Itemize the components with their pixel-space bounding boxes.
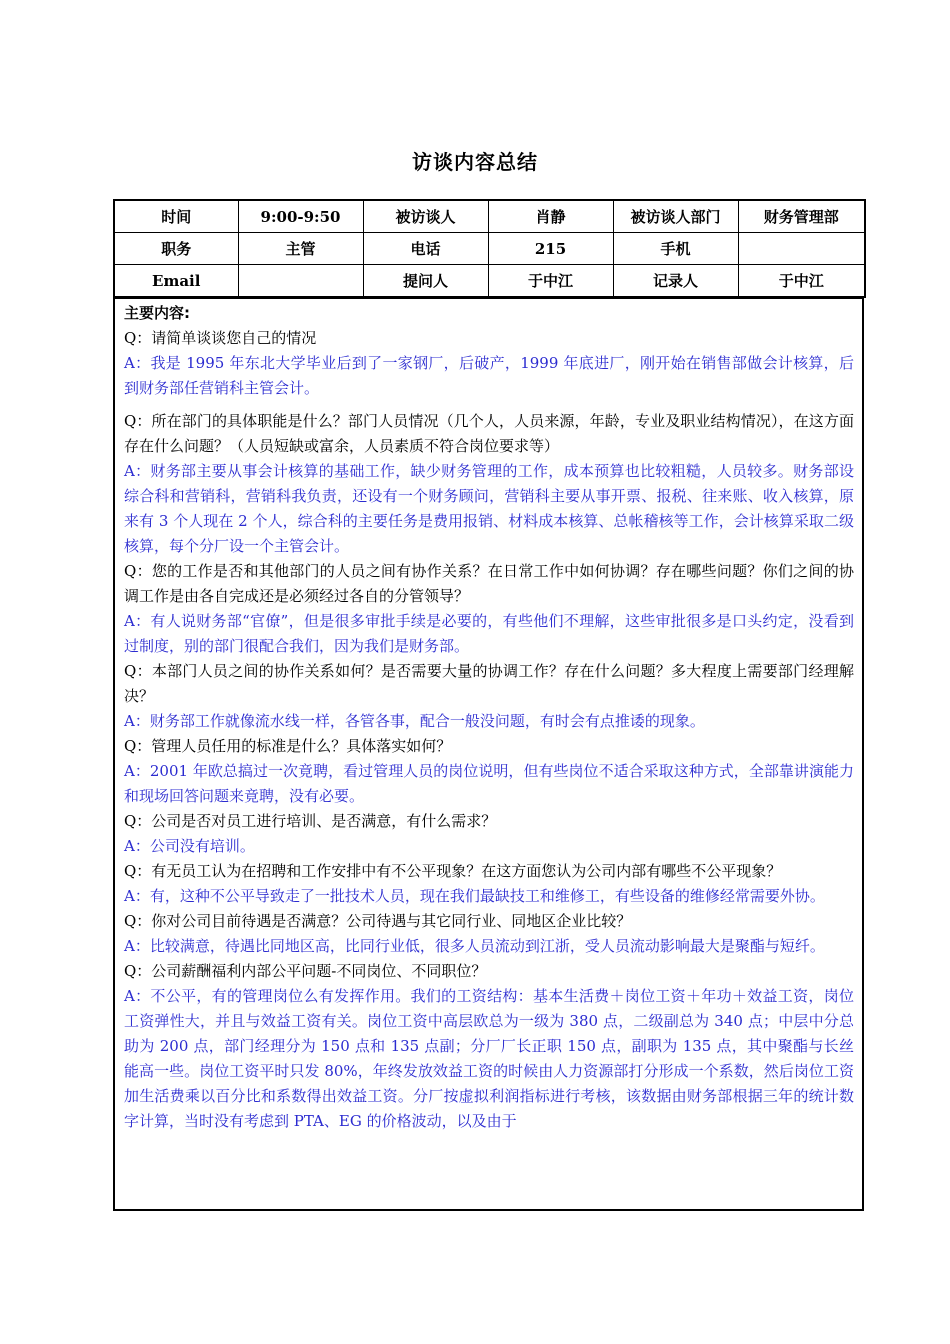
label-position: 职务 [114,233,238,265]
label-questioner: 提问人 [363,265,488,298]
question: Q：你对公司目前待遇是否满意？公司待遇与其它同行业、同地区企业比较？ [124,912,632,930]
value-recorder: 于中江 [738,265,865,298]
label-interviewee: 被访谈人 [363,200,488,233]
question: Q：所在部门的具体职能是什么？部门人员情况（几个人，人员来源，年龄，专业及职业结构情况），在这方面存在什么问题？（人员短缺或富余，人员素质不符合岗位要求等） [124,412,854,455]
label-time: 时间 [114,200,238,233]
question: Q：本部门人员之间的协作关系如何？是否需要大量的协调工作？存在什么问题？多大程度上需要部门经理解决？ [124,662,854,705]
question: Q：公司是否对员工进行培训、是否满意，有什么需求？ [124,812,497,830]
label-email: Email [114,265,238,298]
question: Q：公司薪酬福利内部公平问题-不同岗位、不同职位？ [124,962,487,980]
value-email [238,265,363,298]
value-time: 9:00-9:50 [238,200,363,233]
value-interviewee: 肖静 [488,200,613,233]
table-row [114,200,865,233]
answer: A：财务部工作就像流水线一样，各管各事，配合一般没问题，有时会有点推诿的现象。 [124,712,705,730]
value-mobile [738,233,865,265]
answer: A：2001 年欧总搞过一次竟聘，看过管理人员的岗位说明，但有些岗位不适合采取这种方式，全部靠讲演能力和现场回答问题来竟聘，没有必要。 [124,762,854,805]
content-heading: 主要内容: [124,304,190,322]
answer: A：有人说财务部“官僚”，但是很多审批手续是必要的，有些他们不理解，这些审批很多是口头约定，没看到过制度，别的部门很配合我们，因为我们是财务部。 [124,612,854,655]
answer: A：公司没有培训。 [124,837,255,855]
label-interviewee-department: 被访谈人部门 [613,200,738,233]
value-questioner: 于中江 [488,265,613,298]
label-mobile: 手机 [613,233,738,265]
answer: A：不公平，有的管理岗位么有发挥作用。我们的工资结构：基本生活费＋岗位工资＋年功＋效益工资，岗位工资弹性大，并且与效益工资有关。岗位工资中高层欧总为一级为 380 点，二级副总为 340 点；中层中分总助为 200 点，部门经理分为 150 点和 135 点副；分厂厂长正职 150 点，副职为 135 点，其中聚酯与长丝能高一些。岗位工资平时只发 80%，年终发放效益工资的时候由人力资源部打分形成一个系数，然后岗位工资加生活费乘以百分比和系数得出效益工资。分厂按虚拟利润指标进行考核，该数据由财务部根据三年的统计数字计算，当时没有考虑到 PTA、EG 的价格波动，以及由于 [124,987,854,1130]
interview-info-table [113,199,866,298]
answer: A：财务部主要从事会计核算的基础工作，缺少财务管理的工作，成本预算也比较粗糙，人员较多。财务部设综合科和营销科，营销科我负责，还设有一个财务顾问，营销科主要从事开票、报税、往来账、收入核算，原来有 3 个人现在 2 个人，综合科的主要任务是费用报销、材料成本核算、总帐稽核等工作，会计核算采取二级核算，每个分厂设一个主管会计。 [124,462,854,555]
label-phone: 电话 [363,233,488,265]
question: Q：请简单谈谈您自己的情况 [124,329,317,347]
label-recorder: 记录人 [613,265,738,298]
answer: A：有，这种不公平导致走了一批技术人员，现在我们最缺技工和维修工，有些设备的维修经常需要外协。 [124,887,825,905]
answer: A：比较满意，待遇比同地区高，比同行业低，很多人员流动到江浙，受人员流动影响最大是聚酯与短纤。 [124,937,825,955]
question: Q：管理人员任用的标准是什么？具体落实如何？ [124,737,452,755]
answer: A：我是 1995 年东北大学毕业后到了一家钢厂，后破产，1999 年底进厂，刚开始在销售部做会计核算，后到财务部任营销科主管会计。 [124,354,854,397]
page-title: 访谈内容总结 [412,150,538,174]
question: Q：有无员工认为在招聘和工作安排中有不公平现象？在这方面您认为公司内部有哪些不公平现象？ [124,862,782,880]
value-phone: 215 [488,233,613,265]
table-row [114,265,865,298]
value-position: 主管 [238,233,363,265]
value-interviewee-department: 财务管理部 [738,200,865,233]
question: Q：您的工作是否和其他部门的人员之间有协作关系？在日常工作中如何协调？存在哪些问题？你们之间的协调工作是由各自完成还是必须经过各自的分管领导？ [124,562,854,605]
main-content-box [113,298,864,1211]
table-row [114,233,865,265]
